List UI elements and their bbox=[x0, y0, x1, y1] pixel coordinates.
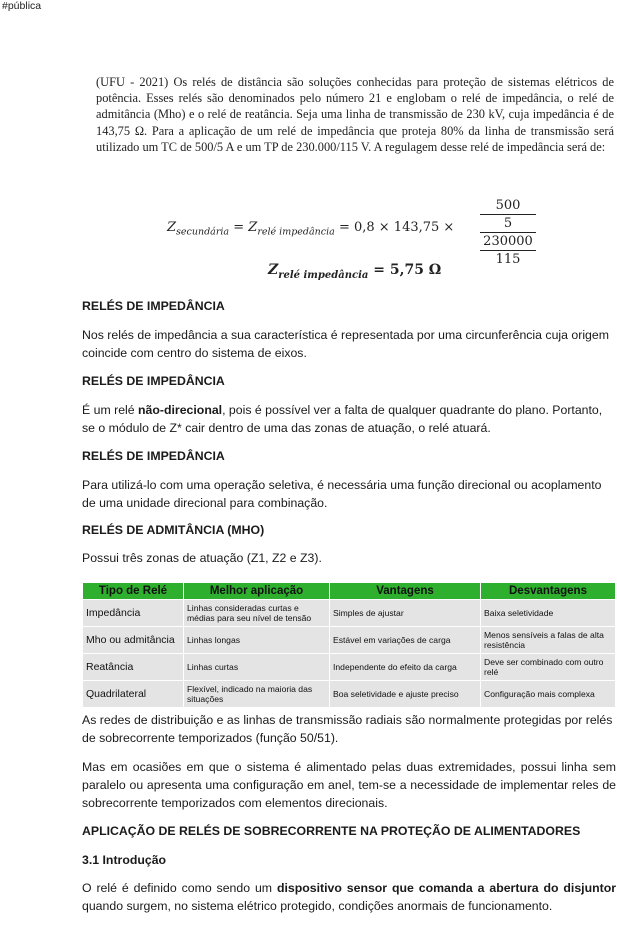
table-cell: Quadrilateral bbox=[83, 681, 184, 708]
result-subscript: relé impedância bbox=[278, 269, 369, 281]
table-row bbox=[83, 627, 616, 654]
heading-impedancia-3: RELÉS DE IMPEDÂNCIA bbox=[82, 449, 225, 463]
paragraph-impedancia-3: Para utilizá-lo com uma operação seletiva, é necessária uma função direcional ou acoplamento de uma unidade direcional para combinação. bbox=[82, 478, 602, 510]
bold-nao-direcional: não-direcional bbox=[138, 403, 223, 417]
heading-introducao: 3.1 Introdução bbox=[82, 853, 167, 867]
paragraph-impedancia-2: É um relé não-direcional, pois é possível ver a falta de qualquer quadrante do plano. Portanto, se o módulo de Z* cair dentro de uma das zonas de atuação, o relé atuará. bbox=[82, 403, 603, 435]
table-row bbox=[83, 681, 616, 708]
z-secundaria-subscript: secundária bbox=[176, 226, 230, 238]
table-cell: Impedância bbox=[83, 600, 184, 627]
heading-impedancia-2: RELÉS DE IMPEDÂNCIA bbox=[82, 374, 225, 388]
table-cell: Independente do efeito da carga bbox=[330, 654, 481, 681]
table-cell: Mho ou admitância bbox=[83, 627, 184, 654]
heading-aplicacao: APLICAÇÃO DE RELÉS DE SOBRECORRENTE NA PROTEÇÃO DE ALIMENTADORES bbox=[82, 824, 581, 838]
table-cell: Estável em variações de carga bbox=[330, 627, 481, 654]
paragraph-impedancia-1: Nos relés de impedância a sua característica é representada por uma circunferência cuja origem coincide com centro do sistema de eixos. bbox=[82, 328, 609, 360]
table-header-row bbox=[83, 583, 616, 600]
z-rele-subscript: relé impedância bbox=[257, 226, 335, 238]
result-value: = 5,75 Ω bbox=[373, 262, 442, 278]
formula-expression: = 0,8 × 143,75 × bbox=[338, 220, 455, 235]
table-cell: Linhas longas bbox=[184, 627, 330, 654]
table-cell: Deve ser combinado com outro relé bbox=[481, 654, 616, 681]
paragraph-rele-definicao: O relé é definido como sendo um dispositivo sensor que comanda a abertura do disjuntor quando surgem, no sistema elétrico protegido, condições anormais de funcionamento. bbox=[82, 881, 616, 913]
table-cell: Baixa seletividade bbox=[481, 600, 616, 627]
table-cell: Menos sensíveis a falas de alta resistência bbox=[481, 627, 616, 654]
result-formula: $Z_{relé impedância} = 5,75$ Ω bbox=[268, 262, 442, 281]
table-row bbox=[83, 600, 616, 627]
relay-comparison-table bbox=[82, 582, 616, 708]
paragraph-zonas: Possui três zonas de atuação (Z1, Z2 e Z3). bbox=[82, 551, 322, 565]
table-header: Melhor aplicação bbox=[184, 583, 330, 600]
frac-den-top: 230000 bbox=[480, 232, 536, 250]
table-header: Desvantagens bbox=[481, 583, 616, 600]
table-cell: Flexível, indicado na maioria das situações bbox=[184, 681, 330, 708]
heading-impedancia-1: RELÉS DE IMPEDÂNCIA bbox=[82, 299, 225, 313]
table-header: Tipo de Relé bbox=[83, 583, 184, 600]
ratio-fraction bbox=[480, 197, 536, 268]
table-cell: Boa seletividade e ajuste preciso bbox=[330, 681, 481, 708]
table-cell: Reatância bbox=[83, 654, 184, 681]
classification-tag: #pública bbox=[2, 0, 42, 12]
table-cell: Linhas consideradas curtas e médias para seu nível de tensão bbox=[184, 600, 330, 627]
exam-question: (UFU - 2021) Os relés de distância são soluções conhecidas para proteção de sistemas elétricos de potência. Esses relés são denominados pelo número 21 e englobam o relé de impedância, o relé de admitância (Mho) e o relé de reatância. Seja uma linha de transmissão de 230 kV, cuja impedância é de 143,75 Ω. Para a aplicação de um relé de impedância que proteja 80% da linha de transmissão será utilizado um TC de 500/5 A e um TP de 230.000/115 V. A regulagem desse relé de impedância será de: bbox=[96, 75, 614, 154]
table-header: Vantagens bbox=[330, 583, 481, 600]
impedance-formula: $Z_{secundária} = Z_{relé impedância} = 0,8 \times 143,75$ × bbox=[167, 220, 455, 238]
frac-num-top: 500 bbox=[495, 198, 521, 213]
paragraph-redes: As redes de distribuição e as linhas de transmissão radiais são normalmente protegidas por relés de sobrecorrente temporizados (função 50/51). bbox=[82, 713, 613, 745]
heading-admitancia: RELÉS DE ADMITÂNCIA (MHO) bbox=[82, 523, 265, 537]
frac-num-bottom: 5 bbox=[480, 214, 536, 232]
table-cell: Linhas curtas bbox=[184, 654, 330, 681]
paragraph-ocasioes: Mas em ocasiões em que o sistema é alimentado pelas duas extremidades, possui linha sem paralelo ou apresenta uma configuração em anel, tem-se a necessidade de implementar reles de sobrecorrente temporizados com elementos direcionais. bbox=[82, 760, 616, 810]
table-cell: Simples de ajustar bbox=[330, 600, 481, 627]
frac-den-bottom: 115 bbox=[480, 250, 536, 268]
table-row bbox=[83, 654, 616, 681]
table-cell: Configuração mais complexa bbox=[481, 681, 616, 708]
bold-dispositivo-sensor: dispositivo sensor que comanda a abertura do disjuntor bbox=[276, 881, 616, 895]
